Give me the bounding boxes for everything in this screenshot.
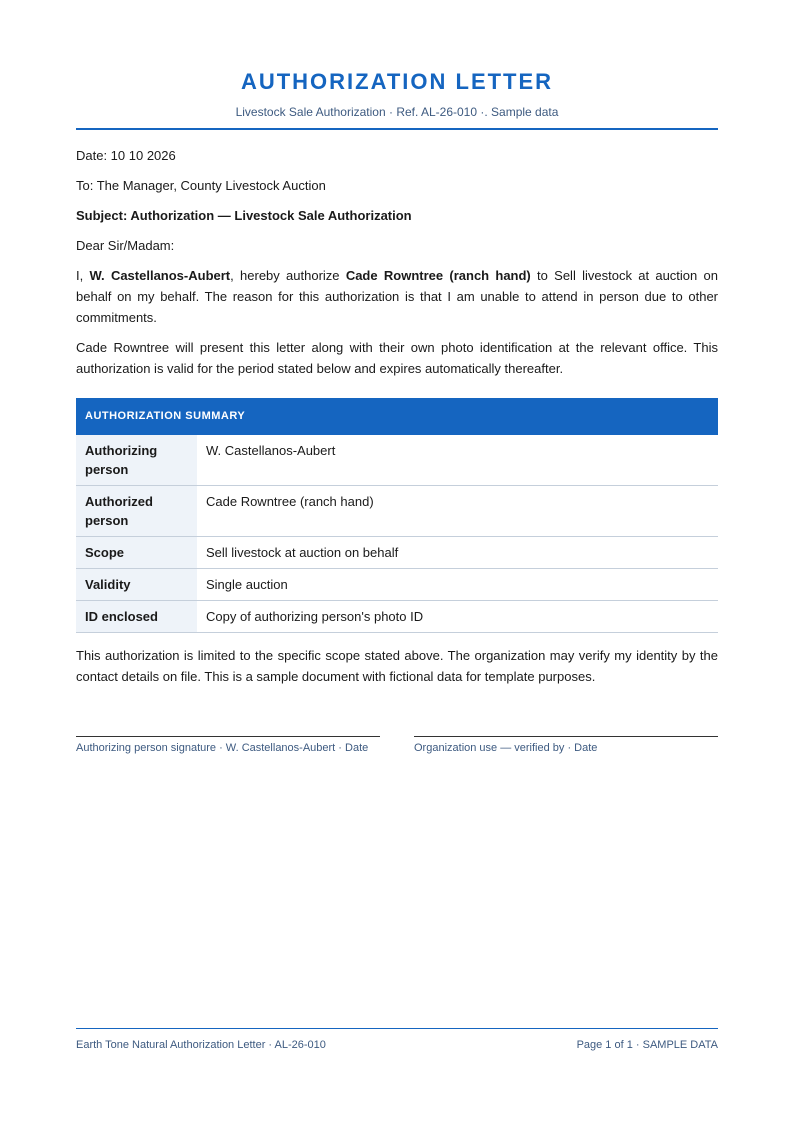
footer-page-number: Page 1 of 1 · SAMPLE DATA (576, 1039, 718, 1051)
summary-key: Authorized person (76, 486, 197, 537)
organization-signature-line: Organization use — verified by · Date (414, 736, 718, 754)
summary-key: ID enclosed (76, 601, 197, 633)
table-row (76, 601, 718, 633)
summary-heading: AUTHORIZATION SUMMARY (76, 398, 718, 435)
summary-key: Scope (76, 537, 197, 569)
letter-closing: This authorization is limited to the specific scope stated above. The organization may verify my identity by the contact details on file. This is a sample document with fictional data for template purposes. (76, 648, 718, 684)
letter-paragraph-1 (76, 265, 718, 328)
table-row (76, 569, 718, 601)
table-row (76, 435, 718, 486)
para1-text-c: to Sell livestock at auction on behalf on my behalf. The reason for this authorization is that I am unable to attend in person due to other commitments. (76, 268, 718, 325)
para1-text-b: , hereby authorize (230, 268, 346, 283)
authorizer-signature-line: Authorizing person signature · W. Castellanos-Aubert · Date (76, 736, 380, 754)
para1-text-a: I, (76, 268, 90, 283)
summary-key: Validity (76, 569, 197, 601)
summary-value: Cade Rowntree (ranch hand) (197, 486, 718, 537)
authorized-name: Cade Rowntree (ranch hand) (345, 268, 531, 283)
authorization-summary-table (76, 398, 718, 633)
footer-rule (76, 1028, 718, 1029)
summary-value: W. Castellanos-Aubert (197, 435, 718, 486)
summary-value: Single auction (197, 569, 718, 601)
document-page (76, 0, 718, 1123)
header-rule (76, 128, 718, 130)
letter-paragraph-2: Cade Rowntree will present this letter along with their own photo identification at the relevant office. This authorization is valid for the period stated below and expires automatically thereafter. (76, 340, 718, 376)
subject-text: Subject: Authorization — Livestock Sale Authorization (76, 208, 412, 223)
footer-document-name: Earth Tone Natural Authorization Letter · AL-26-010 (76, 1039, 326, 1051)
authorizer-name: W. Castellanos-Aubert (89, 268, 231, 283)
letter-recipient: To: The Manager, County Livestock Auction (76, 178, 326, 193)
document-title: AUTHORIZATION LETTER (240, 69, 554, 94)
letter-body (76, 145, 718, 696)
table-row (76, 537, 718, 569)
table-row (76, 486, 718, 537)
summary-value: Copy of authorizing person's photo ID (197, 601, 718, 633)
letter-salutation: Dear Sir/Madam: (76, 238, 175, 253)
letter-subject (76, 205, 718, 226)
summary-key: Authorizing person (76, 435, 197, 486)
letter-date: Date: 10 10 2026 (76, 148, 176, 163)
document-subtitle: Livestock Sale Authorization · Ref. AL-26-010 ·. Sample data (235, 105, 559, 119)
summary-value: Sell livestock at auction on behalf (197, 537, 718, 569)
